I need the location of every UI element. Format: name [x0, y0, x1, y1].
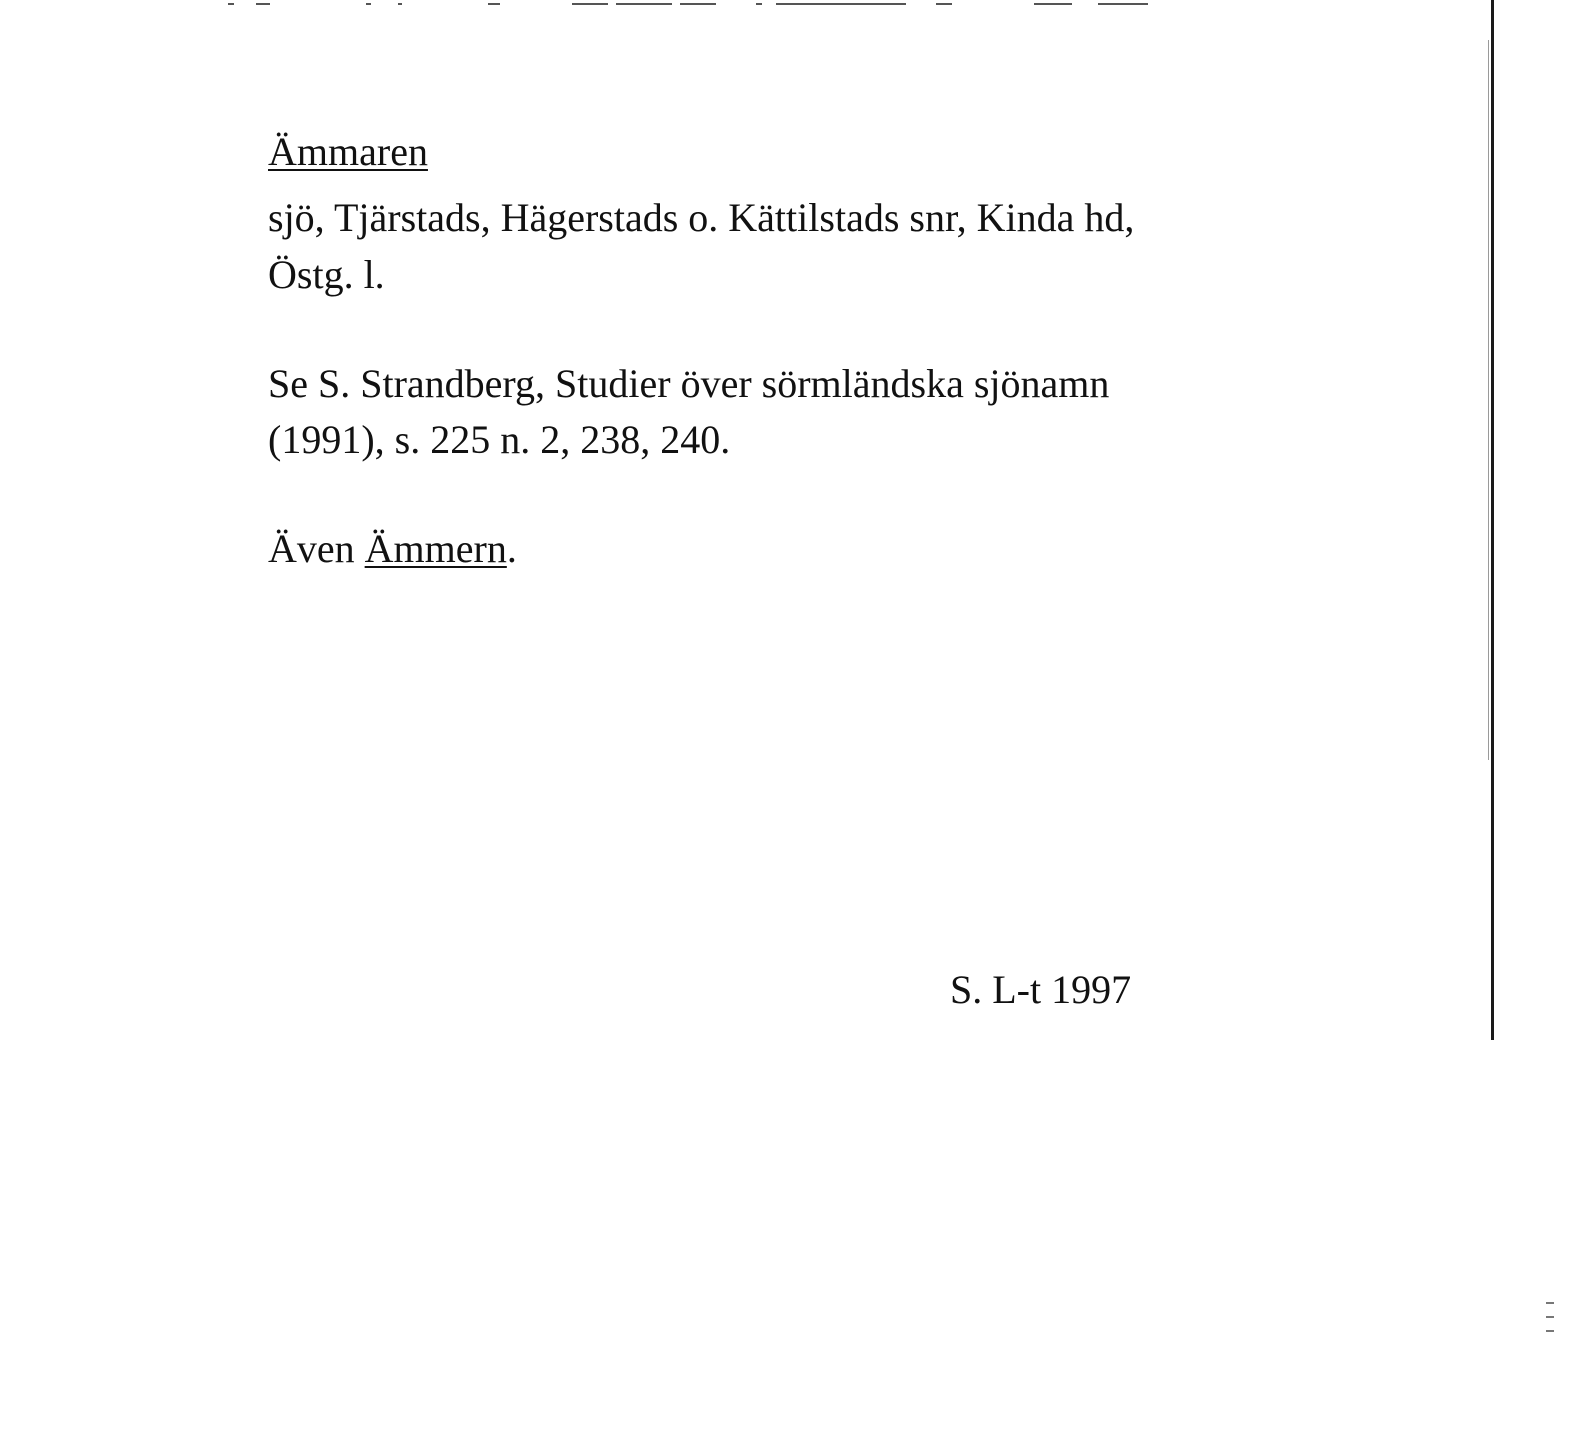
description-line-2: Östg. l. [268, 252, 385, 297]
card-edge-line [1491, 0, 1494, 1040]
author-signature: S. L-t 1997 [950, 967, 1132, 1012]
scan-edge-marks [0, 3, 1160, 6]
description-line-1: sjö, Tjärstads, Hägerstads o. Kättilstads snr, Kinda hd, [268, 195, 1135, 240]
reference-line-1: Se S. Strandberg, Studier över sörmländska sjönamn [268, 361, 1110, 406]
headword: Ämmaren [268, 129, 428, 174]
reference-line-2: (1991), s. 225 n. 2, 238, 240. [268, 417, 731, 462]
variant-prefix: Även [268, 526, 365, 571]
card-edge-shadow [1488, 40, 1489, 760]
variant-note [268, 521, 517, 577]
variant-suffix: . [506, 526, 517, 571]
variant-name: Ämmern [364, 526, 507, 571]
